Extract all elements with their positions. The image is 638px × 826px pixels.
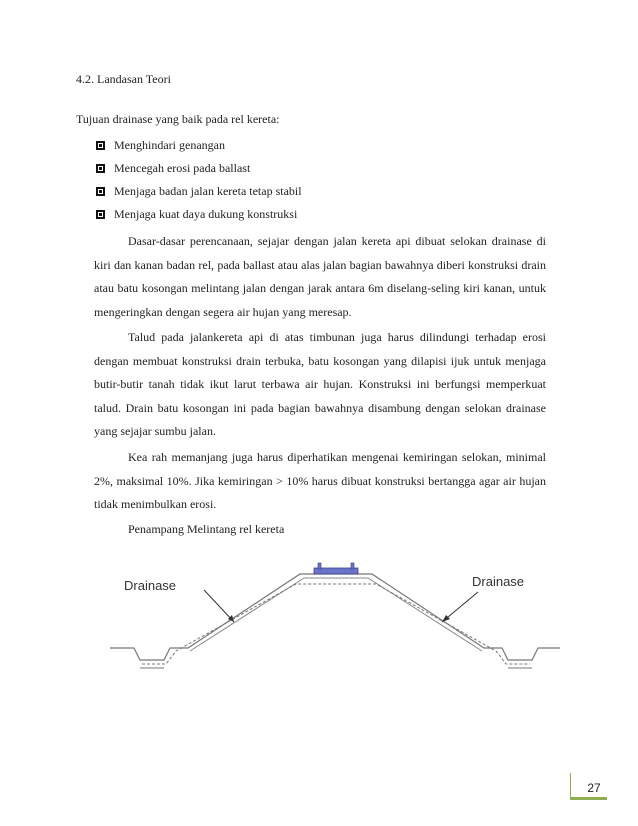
paragraph: Talud pada jalankereta api di atas timbunan juga harus dilindungi terhadap erosi dengan membuat konstruksi drain terbuka, batu kosongan yang dilapisi ijuk untuk menjaga butir-butir tanah tidak ikut larut terbawa air hujan. Konstruksi ini berfungsi memperkuat talud. Drain batu kosongan ini pada bagian bawahnya disambung dengan selokan drainase yang sejajar sumbu jalan. [94,330,546,438]
page-number-border [570,773,571,797]
page-number-accent-bar [570,797,607,800]
list-item [96,203,302,226]
cross-section-diagram [110,560,560,675]
square-bullet-icon [96,164,105,173]
list-item [96,157,302,180]
figure-caption: Penampang Melintang rel kereta [128,522,285,536]
square-bullet-icon [96,210,105,219]
bullet-list [96,134,302,226]
rail-right [351,563,354,569]
list-item [96,180,302,203]
list-item [96,134,302,157]
bullet-text: Menjaga badan jalan kereta tetap stabil [114,184,302,198]
rail-left [318,563,321,569]
paragraph: Dasar-dasar perencanaan, sejajar dengan jalan kereta api dibuat selokan drainase di kiri dan kanan badan rel, pada ballast atau alas jalan bagian bawahnya diberi konstruksi drain atau batu kosongan melintang jalan dengan jarak antara 6m diselang-seling kiri kanan, untuk mengeringkan dengan segera air hujan yang meresap. [94,234,546,319]
square-bullet-icon [96,141,105,150]
intro-text: Tujuan drainase yang baik pada rel kereta: [76,112,280,126]
section-heading: 4.2. Landasan Teori [76,72,171,86]
arrow-left-line [204,590,234,622]
bullet-text: Menghindari genangan [114,138,225,152]
bullet-text: Mencegah erosi pada ballast [114,161,251,175]
drainase-label-left: Drainase [124,578,177,593]
subgrade-dashed-line [142,584,530,664]
drainase-label-right: Drainase [472,574,525,589]
slope-line [190,578,482,651]
bullet-text: Menjaga kuat daya dukung konstruksi [114,207,298,221]
paragraph: Kea rah memanjang juga harus diperhatikan mengenai kemiringan selokan, minimal 2%, maksimal 10%. Jika kemiringan > 10% harus dibuat konstruksi bertangga agar air hujan tidak menimbulkan erosi. [94,450,546,511]
square-bullet-icon [96,187,105,196]
page-number: 27 [587,781,601,795]
